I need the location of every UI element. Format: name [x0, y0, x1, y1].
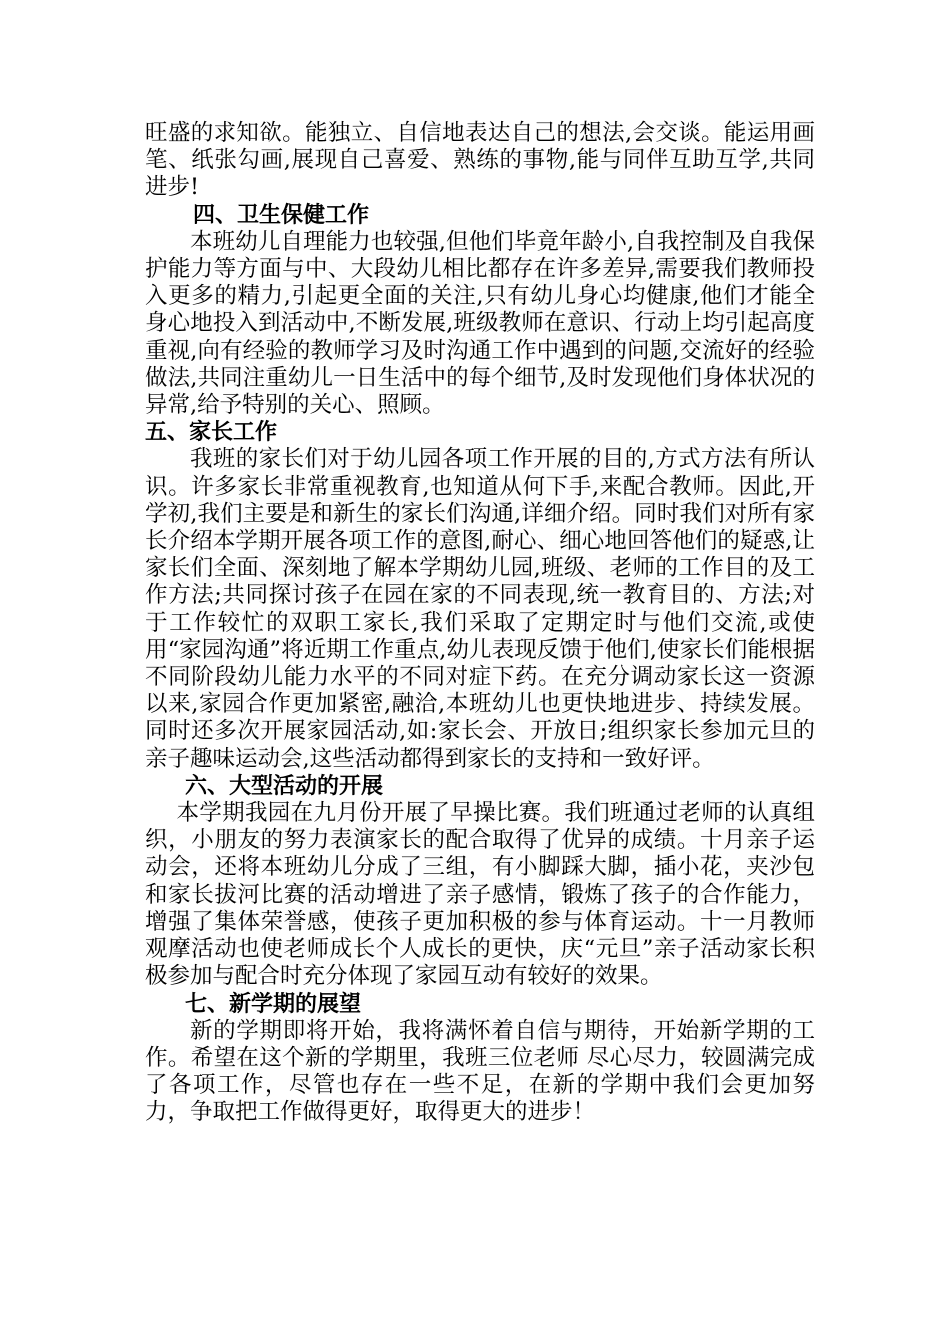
heading-health-care: 四、卫生保健工作 — [193, 202, 370, 228]
paragraph-intro-continuation: 旺盛的求知欲。能独立、自信地表达自己的想法,会交谈。能运用画笔、纸张勾画,展现自己喜爱、熟练的事物,能与同伴互助互学,共同进步! — [145, 120, 815, 201]
document-page — [145, 120, 815, 1127]
heading-parent-work: 五、家长工作 — [145, 420, 278, 446]
paragraph-parent-work: 我班的家长们对于幼儿园各项工作开展的目的,方式方法有所认识。许多家长非常重视教育,也知道从何下手,来配合教师。因此,开学初,我们主要是和新生的家长们沟通,详细介绍。同时我们对所有家长介绍本学期开展各项工作的意图,耐心、细心地回答他们的疑惑,让家长们全面、深刻地了解本学期幼儿园,班级、老师的工作目的及工作方法;共同探讨孩子在园在家的不同表现,统一教育目的、方法;对于工作较忙的双职工家长,我们采取了定期定时与他们交流,或使用“家园沟通”将近期工作重点,幼儿表现反馈于他们,使家长们能根据不同阶段幼儿能力水平的不同对症下药。在充分调动家长这一资源以来,家园合作更加紧密,融洽,本班幼儿也更快地进步、持续发展。同时还多次开展家园活动,如:家长会、开放日;组织家长参加元旦的亲子趣味运动会,这些活动都得到家长的支持和一致好评。 — [145, 446, 815, 772]
paragraph-large-activities: 本学期我园在九月份开展了早操比赛。我们班通过老师的认真组织，小朋友的努力表演家长的配合取得了优异的成绩。十月亲子运动会，还将本班幼儿分成了三组，有小脚踩大脚，插小花，夹沙包和家长拔河比赛的活动增进了亲子感情，锻炼了孩子的合作能力，增强了集体荣誉感，使孩子更加积极的参与体育运动。十一月教师观摩活动也使老师成长个人成长的更快，庆“元旦”亲子活动家长积极参加与配合时充分体现了家园互动有较好的效果。 — [145, 800, 815, 990]
heading-new-term-outlook: 七、新学期的展望 — [185, 991, 362, 1017]
paragraph-health-care: 本班幼儿自理能力也较强,但他们毕竟年龄小,自我控制及自我保护能力等方面与中、大段幼儿相比都存在许多差异,需要我们教师投入更多的精力,引起更全面的关注,只有幼儿身心均健康,他们才能全身心地投入到活动中,不断发展,班级教师在意识、行动上均引起高度重视,向有经验的教师学习及时沟通工作中遇到的问题,交流好的经验做法,共同注重幼儿一日生活中的每个细节,及时发现他们身体状况的异常,给予特别的关心、照顾。 — [145, 228, 815, 419]
heading-large-activities: 六、大型活动的开展 — [185, 773, 384, 799]
paragraph-new-term-outlook: 新的学期即将开始，我将满怀着自信与期待，开始新学期的工作。希望在这个新的学期里，我班三位老师 尽心尽力，较圆满完成了各项工作，尽管也存在一些不足，在新的学期中我们会更加努力，争取把工作做得更好，取得更大的进步！ — [145, 1017, 815, 1126]
